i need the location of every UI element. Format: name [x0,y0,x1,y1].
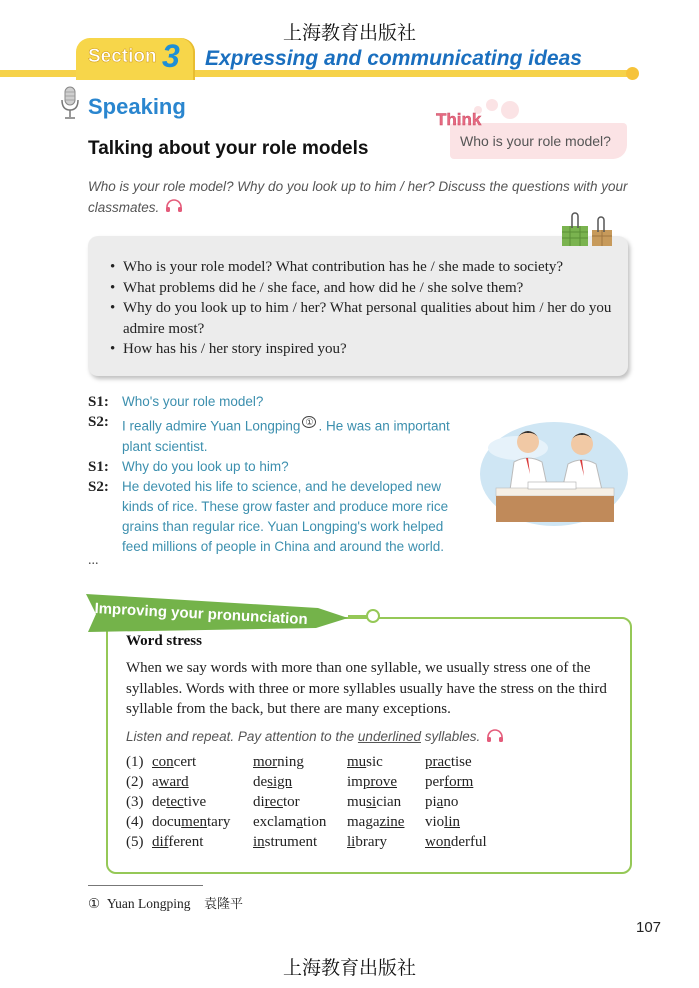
word-stress-list [126,752,525,852]
word-row [126,812,525,832]
word-item: award [152,774,189,790]
stressed-syllable: won [425,834,451,850]
publisher-footer: 上海教育出版社 [282,957,416,979]
word-item: concert [152,754,197,770]
word-item: exclamation [253,814,327,830]
stressed-syllable: ward [158,774,189,790]
listen-underlined: underlined [357,729,421,745]
publisher-header: 上海教育出版社 [282,22,416,44]
think-question: Who is your role model? [460,133,611,149]
dialogue-line [88,412,468,457]
dialogue-line [88,392,468,412]
section-number: 3 [162,38,180,74]
stressed-syllable: tec [166,794,184,810]
word-item: documentary [152,814,231,830]
headphones-icon[interactable] [486,729,504,746]
word-item: violin [425,814,461,830]
question-item: • How has his / her story inspired you? [110,339,620,360]
word-row-number: (1) [126,754,144,770]
pronunciation-banner: Improving your pronunciation [94,600,309,629]
utterance: Why do you look up to him? [122,458,289,474]
word-item: musician [347,794,402,810]
stressed-syllable: prove [362,774,397,790]
paper-clip-icon [560,212,616,253]
stressed-syllable: rec [264,794,283,810]
stressed-syllable: a [296,814,303,830]
stressed-syllable: lin [444,814,461,830]
word-row-number: (5) [126,834,144,850]
speaker: S2: [88,414,109,430]
word-stress-explanation: When we say words with more than one syllable, we usually stress one of the syllables. Words with three or more syllables usually have the stress on the third syllable from the back, but there are many exceptions. [126,660,607,717]
question-item: • What problems did he / she face, and how did he / she solve them? [110,278,620,299]
page-number: 107 [636,919,662,936]
stressed-syllable: a [436,794,444,810]
section-title: Expressing and communicating ideas [205,47,582,70]
utterance: Who's your role model? [122,394,264,409]
stressed-syllable: men [181,814,207,830]
word-stress-heading: Word stress [126,633,202,649]
speaker: S1: [88,394,109,410]
word-item: detective [152,794,207,810]
footnote-rule [88,885,203,886]
stressed-syllable: con [152,754,174,770]
stressed-syllable: form [444,774,474,790]
word-item: improve [347,774,397,790]
stressed-syllable: prac [425,754,451,770]
word-row-number: (3) [126,794,144,810]
utterance-text: I really admire Yuan Longping [122,418,301,434]
microphone-icon [60,86,80,125]
footnote-english: Yuan Longping [106,896,191,911]
stressed-syllable: si [366,794,377,810]
listen-text: Listen and repeat. Pay attention to the [126,729,358,745]
word-item: library [347,834,387,850]
question-item: • Who is your role model? What contribution has he / she made to society? [110,257,620,278]
footnote [88,893,243,912]
listen-instruction [126,729,504,746]
word-item: instrument [253,834,318,850]
word-row [126,832,525,852]
word-item: practise [425,754,472,770]
utterance: He devoted his life to science, and he developed new kinds of rice. These grow faster and produce more rice grains than regular rice. Yuan Longping's work helped feed millions of people in China and around the world. [122,478,449,554]
footnote-mark: ① [88,896,101,911]
word-item: magazine [347,814,405,830]
headphones-icon[interactable] [165,198,183,219]
stressed-syllable: li [347,834,356,850]
word-item: design [253,774,293,790]
word-item: morning [253,754,304,770]
stressed-syllable: zine [379,814,405,830]
word-row [126,772,525,792]
word-row-number: (2) [126,774,144,790]
word-item: music [347,754,383,770]
word-item: director [253,794,300,810]
stressed-syllable: dif [152,834,169,850]
banner-connector-dot [366,609,380,623]
section-label: Section [88,46,157,67]
instruction-text: Who is your role model? Why do you look up to him / her? Discuss the questions with your classmates. [88,179,628,215]
utterance-text-after: . He was an important plant scientist. [122,418,450,454]
speaker: S1: [88,458,109,475]
section-rule-dot [626,67,639,80]
footnote-chinese: 袁隆平 [203,897,243,912]
dialogue-line [88,477,468,557]
think-label: Think [436,110,482,129]
word-item: piano [425,794,459,810]
discussion-questions [110,257,620,360]
sample-dialogue [88,392,468,557]
word-item: perform [425,774,474,790]
stressed-syllable: sign [267,774,293,790]
speaking-subtitle: Talking about your role models [88,138,369,159]
word-row [126,752,525,772]
word-item: different [152,834,204,850]
speaker: S2: [88,478,109,495]
stressed-syllable: mu [347,754,367,770]
word-item: wonderful [425,834,487,850]
speaking-heading: Speaking [88,94,186,119]
utterance [122,412,462,457]
stressed-syllable: in [253,834,265,850]
dialogue-line [88,457,468,477]
word-row-number: (4) [126,814,144,830]
footnote-reference[interactable]: ① [302,416,316,428]
students-illustration [478,408,630,533]
stressed-syllable: mor [253,754,278,770]
question-item: • Why do you look up to him / her? What personal qualities about him / her do you admire most? [110,298,620,339]
dialogue-ellipsis: ... [88,553,99,568]
listen-text-after: syllables. [420,729,481,745]
word-row [126,792,525,812]
